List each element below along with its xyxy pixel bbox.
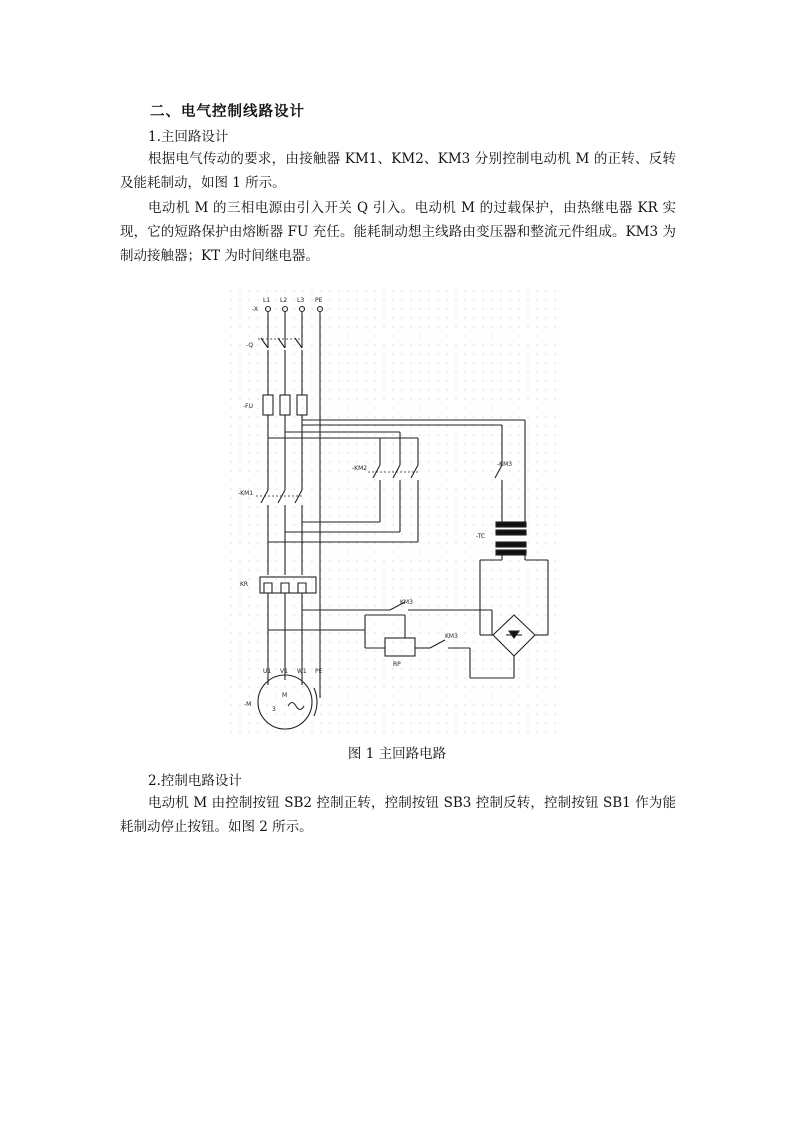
label-tc: -TC	[476, 533, 486, 540]
label-l3: L3	[297, 297, 305, 304]
label-motor-tag: -M	[244, 701, 252, 708]
label-pe: PE	[315, 297, 323, 304]
label-m: M	[282, 692, 288, 699]
label-fu: -FU	[243, 403, 254, 410]
label-u1: U1	[263, 668, 272, 675]
label-km2: -KM2	[352, 465, 368, 472]
label-w1: W1	[297, 668, 307, 675]
subsection-title-control-circuit: 2.控制电路设计	[148, 773, 242, 789]
paragraph-control-buttons: 电动机 M 由控制按钮 SB2 控制正转，控制按钮 SB3 控制反转，控制按钮 SB1 作为能耗制动停止按钮。如图 2 所示。	[120, 795, 676, 835]
main-circuit-diagram	[230, 290, 560, 735]
paragraph-contactors: 根据电气传动的要求，由接触器 KM1、KM2、KM3 分别控制电动机 M 的正转、反转及能耗制动，如图 1 所示。	[120, 151, 676, 191]
label-v1: V1	[280, 668, 288, 675]
label-rp: RP	[393, 661, 401, 668]
figure-caption: 图 1 主回路电路	[347, 746, 447, 762]
label-pe2: PE	[315, 668, 323, 675]
label-kr: KR	[240, 581, 249, 588]
label-x: -X	[252, 306, 258, 313]
label-km3-contact: KM3	[400, 599, 413, 606]
label-km1: -KM1	[238, 490, 254, 497]
label-km3-contact2: KM3	[445, 633, 458, 640]
label-l1: L1	[263, 297, 271, 304]
label-km3: -KM3	[497, 461, 513, 468]
subsection-title-main-circuit: 1.主回路设计	[148, 129, 229, 145]
label-q: -Q	[246, 342, 254, 349]
label-l2: L2	[280, 297, 288, 304]
paragraph-protection: 电动机 M 的三相电源由引入开关 Q 引入。电动机 M 的过载保护，由热继电器 KR 实现，它的短路保护由熔断器 FU 充任。能耗制动想主线路由变压器和整流元件组成。KM3 为制动接触器；KT 为时间继电器。	[120, 200, 676, 264]
section-heading: 二、电气控制线路设计	[150, 104, 305, 120]
label-three: 3	[272, 706, 276, 713]
